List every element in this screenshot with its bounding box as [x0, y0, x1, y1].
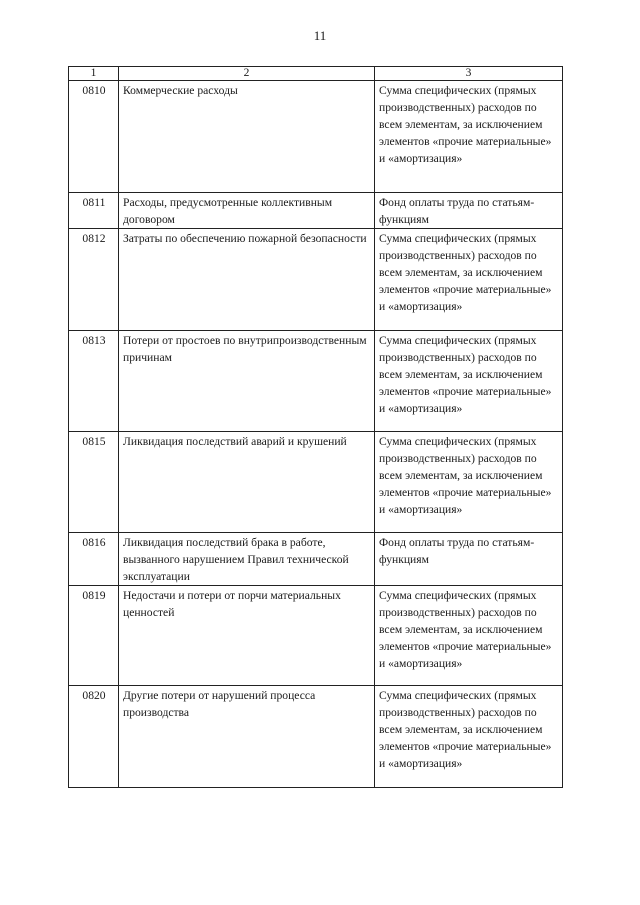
- row-code: 0813: [69, 331, 119, 432]
- row-basis: Сумма специфических (прямых производственных) расходов по всем элементам, за исключением элементов «прочие материальные» и «амортизация»: [375, 686, 563, 788]
- row-code: 0811: [69, 193, 119, 229]
- row-name: Недостачи и потери от порчи материальных ценностей: [119, 586, 375, 686]
- row-code: 0816: [69, 533, 119, 586]
- table-row: [69, 533, 563, 586]
- row-code: 0810: [69, 81, 119, 193]
- column-header-name: 2: [119, 67, 375, 81]
- table-row: [69, 686, 563, 788]
- table-row: [69, 193, 563, 229]
- row-basis: Сумма специфических (прямых производственных) расходов по всем элементам, за исключением элементов «прочие материальные» и «амортизация»: [375, 81, 563, 193]
- row-name: Потери от простоев по внутрипроизводственным причинам: [119, 331, 375, 432]
- table-body: [69, 81, 563, 788]
- column-header-basis: 3: [375, 67, 563, 81]
- row-name: Затраты по обеспечению пожарной безопасности: [119, 229, 375, 331]
- row-basis: Сумма специфических (прямых производственных) расходов по всем элементам, за исключением элементов «прочие материальные» и «амортизация»: [375, 229, 563, 331]
- row-basis: Сумма специфических (прямых производственных) расходов по всем элементам, за исключением элементов «прочие материальные» и «амортизация»: [375, 331, 563, 432]
- row-code: 0815: [69, 432, 119, 533]
- page-number: 11: [313, 28, 327, 43]
- row-basis: Сумма специфических (прямых производственных) расходов по всем элементам, за исключением элементов «прочие материальные» и «амортизация»: [375, 586, 563, 686]
- row-name: Коммерческие расходы: [119, 81, 375, 193]
- table-row: [69, 432, 563, 533]
- row-basis: Фонд оплаты труда по статьям-функциям: [375, 193, 563, 229]
- column-header-code: 1: [69, 67, 119, 81]
- row-name: Другие потери от нарушений процесса производства: [119, 686, 375, 788]
- row-basis: Фонд оплаты труда по статьям-функциям: [375, 533, 563, 586]
- row-name: Расходы, предусмотренные коллективным договором: [119, 193, 375, 229]
- expense-table: [68, 66, 563, 788]
- row-code: 0820: [69, 686, 119, 788]
- table-row: [69, 331, 563, 432]
- table-row: [69, 586, 563, 686]
- row-basis: Сумма специфических (прямых производственных) расходов по всем элементам, за исключением элементов «прочие материальные» и «амортизация»: [375, 432, 563, 533]
- table-row: [69, 81, 563, 193]
- row-code: 0819: [69, 586, 119, 686]
- row-name: Ликвидация последствий аварий и крушений: [119, 432, 375, 533]
- table-header: [69, 67, 563, 81]
- table-row: [69, 229, 563, 331]
- row-name: Ликвидация последствий брака в работе, вызванного нарушением Правил технической эксплуатации: [119, 533, 375, 586]
- row-code: 0812: [69, 229, 119, 331]
